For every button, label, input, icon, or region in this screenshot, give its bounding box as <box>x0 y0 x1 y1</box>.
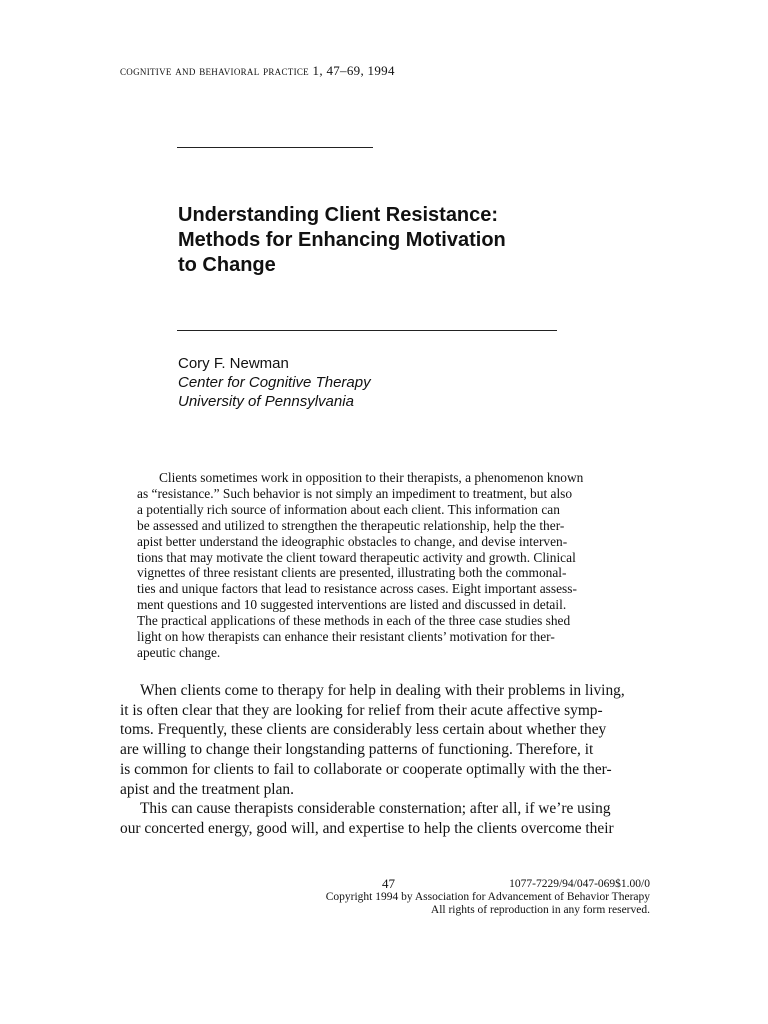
abstract-line: be assessed and utilized to strengthen the therapeutic relationship, help the ther- <box>137 517 565 533</box>
abstract-line: ties and unique factors that lead to resistance across cases. Eight important assess- <box>137 581 577 597</box>
issn-code: 1077-7229/94/047-069$1.00/0 <box>509 878 650 890</box>
body-line: is common for clients to fail to collaborate or cooperate optimally with the ther- <box>120 760 612 778</box>
rights-notice: All rights of reproduction in any form reserved. <box>430 904 650 916</box>
body-line: When clients come to therapy for help in dealing with their problems in living, <box>140 682 625 699</box>
author-affiliation: Center for Cognitive Therapy <box>178 374 371 391</box>
journal-citation: 1, 47–69, 1994 <box>312 63 395 78</box>
body-line: This can cause therapists considerable consternation; after all, if we’re using <box>140 800 611 818</box>
article-title <box>178 203 598 278</box>
title-bottom-rule <box>177 330 557 331</box>
abstract-line: tions that may motivate the client toward therapeutic activity and growth. Clinical <box>137 549 576 565</box>
abstract-line: apeutic change. <box>137 644 221 660</box>
title-line: Methods for Enhancing Motivation <box>178 229 506 251</box>
abstract-line: Clients sometimes work in opposition to their therapists, a phenomenon known <box>159 470 584 485</box>
body-line: are willing to change their longstanding patterns of functioning. Therefore, it <box>120 741 594 759</box>
running-head <box>120 63 395 79</box>
title-top-rule <box>177 147 373 148</box>
body-line: our concerted energy, good will, and expertise to help the clients overcome their <box>120 819 614 837</box>
page-footer <box>270 877 650 917</box>
abstract-line: as “resistance.” Such behavior is not simply an impediment to treatment, but also <box>137 485 573 501</box>
abstract-line: a potentially rich source of information about each client. This information can <box>137 501 560 517</box>
abstract <box>137 470 635 661</box>
page-number: 47 <box>382 876 395 891</box>
abstract-line: vignettes of three resistant clients are presented, illustrating both the commonal- <box>137 565 567 581</box>
author-affiliation: University of Pennsylvania <box>178 393 354 410</box>
abstract-line: The practical applications of these methods in each of the three case studies shed <box>137 613 571 629</box>
body-line: it is often clear that they are looking for relief from their acute affective symp- <box>120 701 603 719</box>
abstract-line: light on how therapists can enhance their resistant clients’ motivation for ther- <box>137 629 555 645</box>
author-name: Cory F. Newman <box>178 355 289 372</box>
journal-name: cognitive and behavioral practice <box>120 63 309 78</box>
body-line: apist and the treatment plan. <box>120 780 294 798</box>
byline <box>178 354 371 411</box>
abstract-line: apist better understand the ideographic obstacles to change, and devise interven- <box>137 533 568 549</box>
copyright-notice: Copyright 1994 by Association for Advancement of Behavior Therapy <box>325 891 650 903</box>
body-text <box>120 681 650 839</box>
title-line: Understanding Client Resistance: <box>178 204 499 226</box>
abstract-line: ment questions and 10 suggested interventions are listed and discussed in detail. <box>137 597 567 613</box>
body-line: toms. Frequently, these clients are considerably less certain about whether they <box>120 721 607 739</box>
title-line: to Change <box>178 254 276 276</box>
